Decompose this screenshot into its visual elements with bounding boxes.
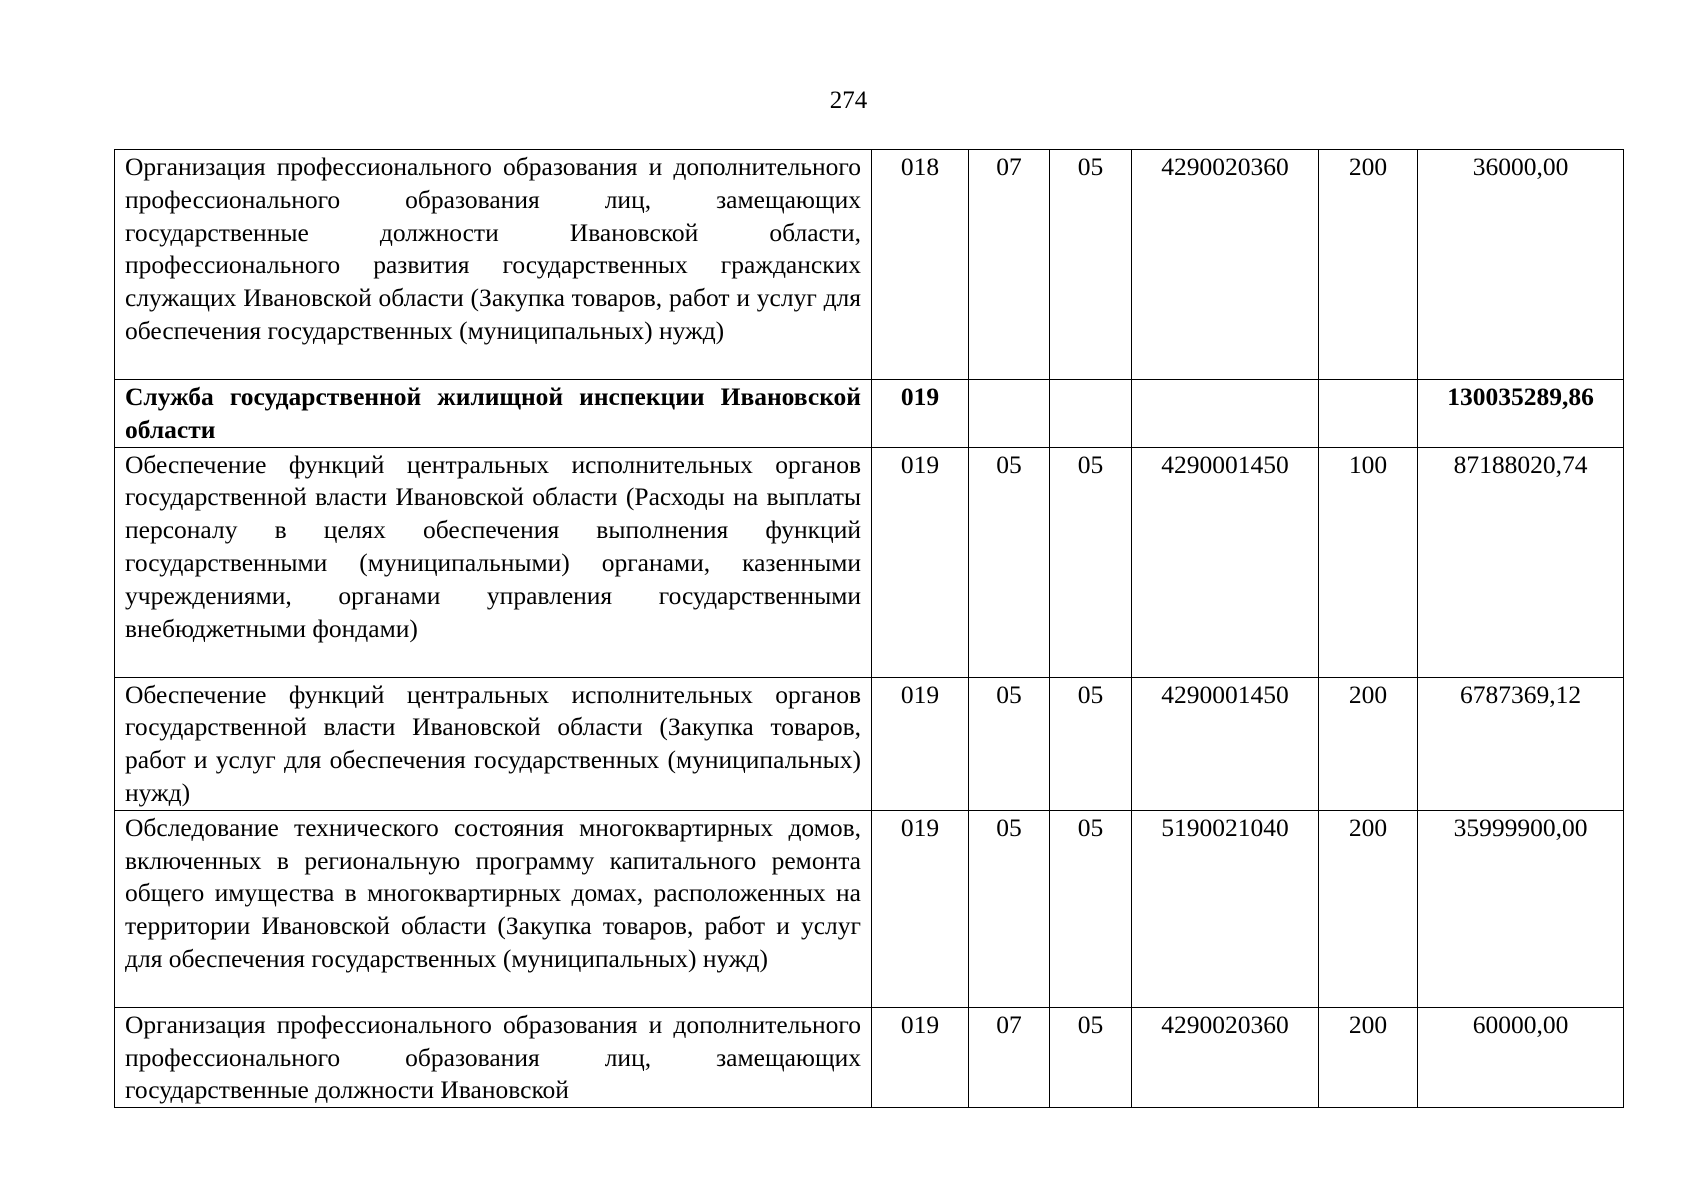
ministry-code: 019 [872, 447, 969, 677]
amount: 6787369,12 [1418, 677, 1624, 810]
subsection-code: 05 [1050, 677, 1132, 810]
amount: 130035289,86 [1418, 380, 1624, 448]
ministry-code: 019 [872, 380, 969, 448]
section-code: 05 [969, 447, 1050, 677]
expense-type-code: 200 [1319, 810, 1418, 1007]
amount: 36000,00 [1418, 150, 1624, 380]
subsection-code: 05 [1050, 810, 1132, 1007]
target-item-code: 4290020360 [1132, 1007, 1319, 1107]
amount: 60000,00 [1418, 1007, 1624, 1107]
target-item-code: 4290001450 [1132, 447, 1319, 677]
section-code: 07 [969, 150, 1050, 380]
amount: 35999900,00 [1418, 810, 1624, 1007]
subsection-code [1050, 380, 1132, 448]
row-description: Служба государственной жилищной инспекции Ивановской области [115, 380, 872, 448]
row-description: Организация профессионального образования и дополнительного профессионального образования лиц, замещающих государственные должности Ивановской области, профессионального развития государственных гражданских служащих Ивановской области (Закупка товаров, работ и услуг для обеспечения государственных (муниципальных) нужд) [115, 150, 872, 380]
amount: 87188020,74 [1418, 447, 1624, 677]
row-description: Обследование технического состояния многоквартирных домов, включенных в региональную программу капитального ремонта общего имущества в многоквартирных домах, расположенных на территории Ивановской области (Закупка товаров, работ и услуг для обеспечения государственных (муниципальных) нужд) [115, 810, 872, 1007]
table-row [115, 677, 1624, 810]
table-row [115, 1007, 1624, 1107]
subsection-code: 05 [1050, 447, 1132, 677]
expense-type-code: 200 [1319, 150, 1418, 380]
table-row-section-header [115, 380, 1624, 448]
ministry-code: 019 [872, 677, 969, 810]
section-code: 05 [969, 810, 1050, 1007]
table-row [115, 810, 1624, 1007]
row-description: Обеспечение функций центральных исполнительных органов государственной власти Ивановской области (Закупка товаров, работ и услуг для обеспечения государственных (муниципальных) нужд) [115, 677, 872, 810]
ministry-code: 019 [872, 810, 969, 1007]
target-item-code: 5190021040 [1132, 810, 1319, 1007]
expense-type-code: 100 [1319, 447, 1418, 677]
table-row [115, 150, 1624, 380]
target-item-code: 4290001450 [1132, 677, 1319, 810]
expense-type-code: 200 [1319, 1007, 1418, 1107]
budget-table [114, 149, 1624, 1108]
ministry-code: 019 [872, 1007, 969, 1107]
target-item-code: 4290020360 [1132, 150, 1319, 380]
row-description: Обеспечение функций центральных исполнительных органов государственной власти Ивановской области (Расходы на выплаты персоналу в целях обеспечения выполнения функций государственными (муниципальными) органами, казенными учреждениями, органами управления государственными внебюджетными фондами) [115, 447, 872, 677]
page-number: 274 [829, 87, 868, 114]
table-row [115, 447, 1624, 677]
expense-type-code: 200 [1319, 677, 1418, 810]
section-code: 05 [969, 677, 1050, 810]
target-item-code [1132, 380, 1319, 448]
row-description: Организация профессионального образования и дополнительного профессионального образования лиц, замещающих государственные должности Ивановской [115, 1007, 872, 1107]
section-code: 07 [969, 1007, 1050, 1107]
expense-type-code [1319, 380, 1418, 448]
section-code [969, 380, 1050, 448]
subsection-code: 05 [1050, 1007, 1132, 1107]
subsection-code: 05 [1050, 150, 1132, 380]
ministry-code: 018 [872, 150, 969, 380]
